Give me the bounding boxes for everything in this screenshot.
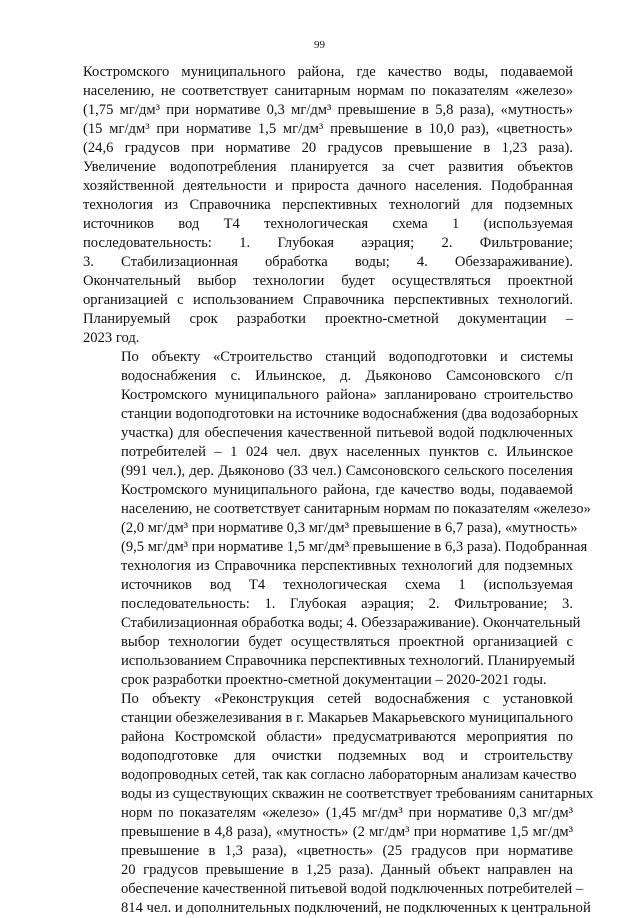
- text-line: последовательность: 1. Глубокая аэрация; 2. Фильтрование;: [83, 235, 573, 251]
- text-line: источников вод Т4 технологическая схема 1 (используемая: [121, 577, 573, 593]
- text-line: населению, не соответствует санитарным нормам по показателям «железо»: [121, 501, 591, 517]
- text-line: Костромского муниципального района» запланировано строительство: [121, 387, 573, 403]
- text-line: (9,5 мг/дм³ при нормативе 1,5 мг/дм³ превышение в 6,3 раза). Подобранная: [121, 539, 588, 555]
- text-line: норм по показателям «железо» (1,45 мг/дм³ при нормативе 0,3 мг/дм³: [121, 805, 573, 821]
- text-line: Планируемый срок разработки проектно-сметной документации –: [83, 311, 573, 327]
- text-line: технология из Справочника перспективных технологий для подземных: [121, 558, 573, 574]
- text-line: (24,6 градусов при нормативе 20 градусов превышение в 1,23 раза).: [83, 140, 573, 156]
- text-line: Костромского муниципального района, где качество воды, подаваемой: [121, 482, 573, 498]
- text-line: водоподготовке для очистки подземных вод и строительству: [121, 748, 573, 764]
- text-line: Костромского муниципального района, где качество воды, подаваемой: [83, 64, 573, 80]
- text-line: По объекту «Реконструкция сетей водоснабжения с установкой: [121, 691, 573, 707]
- text-line: (991 чел.), дер. Дьяконово (33 чел.) Самсоновского сельского поселения: [121, 463, 573, 479]
- text-line: воды из существующих скважин не соответствует требованиям санитарных: [121, 786, 594, 802]
- text-line: 20 градусов превышение в 1,25 раза). Данный объект направлен на: [121, 862, 573, 878]
- text-line: Окончательный выбор технологии будет осуществляться проектной: [83, 273, 573, 289]
- text-line: 814 чел. и дополнительных подключений, не подключенных к центральной: [121, 900, 591, 916]
- text-line: превышение в 4,8 раза), «мутность» (2 мг/дм³ при нормативе 1,5 мг/дм³: [121, 824, 573, 840]
- text-line: 3. Стабилизационная обработка воды; 4. Обеззараживание).: [83, 254, 573, 270]
- text-line: (2,0 мг/дм³ при нормативе 0,3 мг/дм³ превышение в 6,7 раза), «мутность»: [121, 520, 578, 536]
- page-number: 99: [314, 39, 325, 51]
- text-line: (1,75 мг/дм³ при нормативе 0,3 мг/дм³ превышение в 5,8 раза), «мутность»: [83, 102, 573, 118]
- body-text: [83, 63, 594, 918]
- text-line: обеспечение качественной питьевой водой подключенных потребителей –: [121, 881, 584, 897]
- text-line: района Костромской области» предусматриваются мероприятия по: [121, 729, 573, 745]
- text-line: организацией с использованием Справочника перспективных технологий.: [83, 292, 573, 308]
- text-line: последовательность: 1. Глубокая аэрация; 2. Фильтрование; 3.: [121, 596, 573, 612]
- text-line: (15 мг/дм³ при нормативе 1,5 мг/дм³ превышение в 10,0 раз), «цветность»: [83, 121, 573, 137]
- text-line: превышение в 1,3 раза), «цветность» (25 градусов при нормативе: [121, 843, 573, 859]
- text-line: По объекту «Строительство станций водоподготовки и системы: [121, 349, 573, 365]
- text-line: Стабилизационная обработка воды; 4. Обеззараживание). Окончательный: [121, 615, 581, 631]
- text-line: участка) для обеспечения качественной питьевой водой подключенных: [121, 425, 573, 441]
- text-line: срок разработки проектно-сметной документации – 2020-2021 годы.: [121, 672, 547, 688]
- text-line: хозяйственной деятельности и прироста дачного населения. Подобранная: [83, 178, 573, 194]
- paragraph: [83, 690, 594, 918]
- text-line: водопроводных сетей, так как согласно лабораторным анализам качество: [121, 767, 577, 783]
- text-line: 2023 год.: [83, 330, 140, 346]
- text-line: технология из Справочника перспективных технологий для подземных: [83, 197, 573, 213]
- text-line: населению, не соответствует санитарным нормам по показателям «железо»: [83, 83, 573, 99]
- text-line: потребителей – 1 024 чел. двух населенных пунктов с. Ильинское: [121, 444, 573, 460]
- text-line: выбор технологии будет осуществляться проектной организацией с: [121, 634, 573, 650]
- text-line: станции водоподготовки на источнике водоснабжения (два водозаборных: [121, 406, 579, 422]
- text-line: Увеличение водопотребления планируется за счет развития объектов: [83, 159, 573, 175]
- paragraph: [83, 63, 573, 348]
- paragraph: [83, 348, 591, 690]
- text-line: использованием Справочника перспективных технологий. Планируемый: [121, 653, 575, 669]
- text-line: водоснабжения с. Ильинское, д. Дьяконово Самсоновского с/п: [121, 368, 573, 384]
- text-line: станции обезжелезивания в г. Макарьев Макарьевского муниципального: [121, 710, 573, 726]
- text-line: источников вод Т4 технологическая схема 1 (используемая: [83, 216, 573, 232]
